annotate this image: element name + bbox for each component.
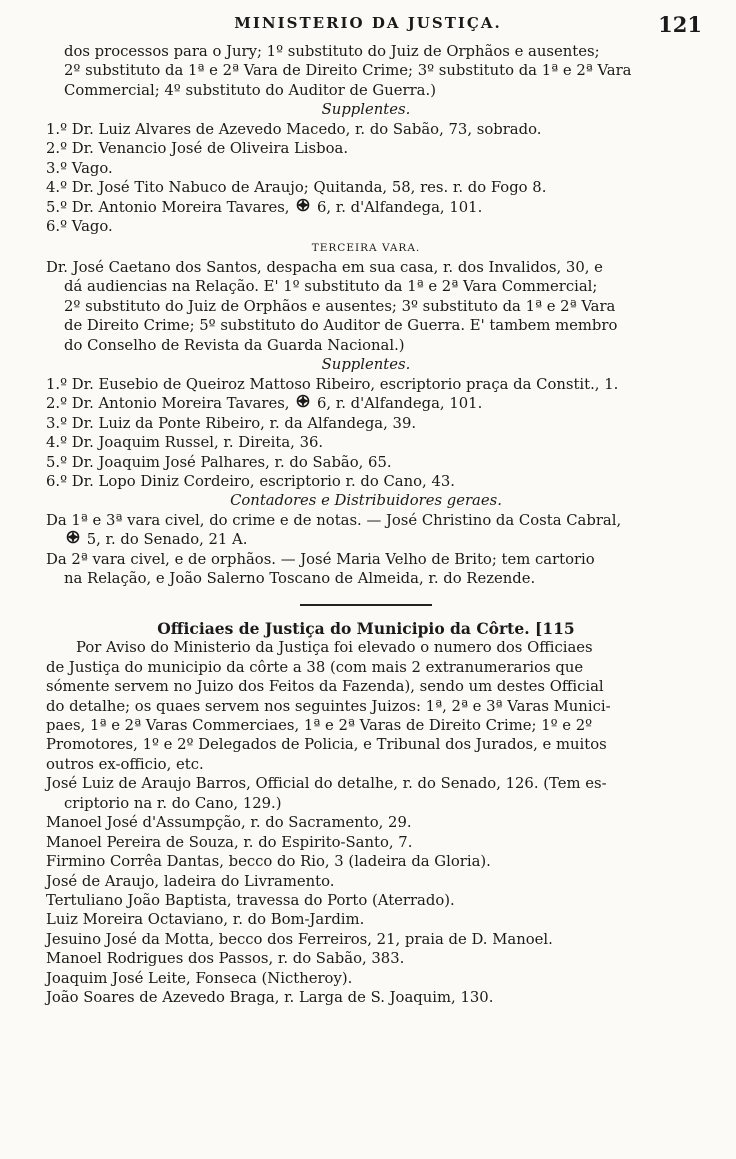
text-line: do detalhe; os quaes servem nos seguintes Juizos: 1ª, 2ª e 3ª Varas Munici-: [46, 697, 611, 715]
seal-icon: [294, 198, 312, 217]
page-body: [46, 42, 686, 1008]
text-line: na Relação, e João Salerno Toscano de Almeida, r. do Rezende.: [64, 570, 536, 588]
terceira-vara-paragraph: [46, 258, 686, 355]
text-line: de Justiça do municipio da côrte a 38 (com mais 2 extranumerarios que: [46, 658, 584, 676]
page-header: [0, 14, 736, 42]
officiaes-list: [46, 813, 686, 1008]
text-line: 2º substituto da 1ª e 2ª Vara de Direito Crime; 3º substituto da 1ª e 2ª Vara: [64, 62, 632, 80]
list-item: 6.º Vago.: [46, 218, 113, 236]
list-item: 1.º Dr. Eusebio de Queiroz Mattoso Ribeiro, escriptorio praça da Constit., 1.: [46, 375, 619, 393]
running-title: MINISTERIO DA JUSTIÇA.: [234, 14, 502, 32]
list-item: [46, 198, 686, 217]
continuation-paragraph: [46, 42, 686, 100]
supplentes-list: [46, 120, 686, 237]
text-line: Da 2ª vara civel, e de orphãos. — José Maria Velho de Brito; tem cartorio: [46, 550, 595, 568]
list-item: 5.º Dr. Joaquim José Palhares, r. do Sabão, 65.: [46, 453, 392, 471]
text-line: Da 1ª e 3ª vara civel, do crime e de notas. — José Christino da Costa Cabral,: [46, 511, 622, 529]
section-heading: TERCEIRA VARA.: [311, 241, 421, 254]
list-item: Manoel Pereira de Souza, r. do Espirito-Santo, 7.: [46, 833, 413, 851]
text-line: dá audiencias na Relação. E' 1º substituto da 1ª e 2ª Vara Commercial;: [64, 278, 598, 296]
text-line: do Conselho de Revista da Guarda Nacional.): [64, 336, 405, 354]
list-item: Jesuino José da Motta, becco dos Ferreiros, 21, praia de D. Manoel.: [46, 930, 553, 948]
text-line: paes, 1ª e 2ª Varas Commerciaes, 1ª e 2ª Varas de Direito Crime; 1º e 2º: [46, 716, 593, 734]
text-line: outros ex-officio, etc.: [46, 755, 204, 773]
supplentes-heading: Supplentes.: [321, 101, 411, 119]
list-item: João Soares de Azevedo Braga, r. Larga de S. Joaquim, 130.: [46, 989, 494, 1007]
list-item: José de Araujo, ladeira do Livramento.: [46, 872, 335, 890]
text-line: Por Aviso do Ministerio da Justiça foi elevado o numero dos Officiaes: [76, 639, 593, 657]
supplentes-list: [46, 375, 686, 492]
text-line: de Direito Crime; 5º substituto do Auditor de Guerra. E' tambem membro: [64, 317, 618, 335]
list-item: 2.º Dr. Venancio José de Oliveira Lisboa.: [46, 140, 349, 158]
officiaes-paragraph: [46, 638, 686, 774]
text-line: 2º substituto do Juiz de Orphãos e ausentes; 3º substituto da 1ª e 2ª Vara: [64, 297, 616, 315]
detalhe-entry: [46, 774, 686, 813]
list-item: 4.º Dr. Joaquim Russel, r. Direita, 36.: [46, 434, 324, 452]
text-line: Commercial; 4º substituto do Auditor de Guerra.): [64, 81, 436, 99]
list-item: 6.º Dr. Lopo Diniz Cordeiro, escriptorio r. do Cano, 43.: [46, 472, 455, 490]
text-line: dos processos para o Jury; 1º substituto do Juiz de Orphãos e ausentes;: [64, 43, 600, 60]
divider: [46, 589, 686, 619]
list-item: Luiz Moreira Octaviano, r. do Bom-Jardim.: [46, 911, 365, 929]
list-item: [46, 394, 686, 413]
line-text: 5, r. do Senado, 21 A.: [86, 531, 248, 549]
list-item-text: 5.º Dr. Antonio Moreira Tavares,: [46, 198, 290, 216]
text-line: Dr. José Caetano dos Santos, despacha em sua casa, r. dos Invalidos, 30, e: [46, 258, 603, 276]
list-item: Firmino Corrêa Dantas, becco do Rio, 3 (ladeira da Gloria).: [46, 853, 491, 871]
list-item: 3.º Vago.: [46, 159, 113, 177]
seal-icon: [64, 530, 82, 549]
list-item: Tertuliano João Baptista, travessa do Porto (Aterrado).: [46, 892, 455, 910]
list-item: 1.º Dr. Luiz Alvares de Azevedo Macedo, r. do Sabão, 73, sobrado.: [46, 120, 542, 138]
text-line: José Luiz de Araujo Barros, Official do detalhe, r. do Senado, 126. (Tem es-: [46, 775, 607, 793]
text-line: criptorio na r. do Cano, 129.): [64, 794, 282, 812]
list-item: Manoel José d'Assumpção, r. do Sacramento, 29.: [46, 814, 412, 832]
list-item: 3.º Dr. Luiz da Ponte Ribeiro, r. da Alfandega, 39.: [46, 414, 417, 432]
list-item-text: 6, r. d'Alfandega, 101.: [316, 198, 483, 216]
text-line: [46, 530, 686, 549]
list-item: Manoel Rodrigues dos Passos, r. do Sabão, 383.: [46, 950, 405, 968]
list-item: 4.º Dr. José Tito Nabuco de Araujo; Quitanda, 58, res. r. do Fogo 8.: [46, 179, 547, 197]
contadores-heading: Contadores e Distribuidores geraes.: [230, 492, 502, 510]
list-item-text: 6, r. d'Alfandega, 101.: [316, 395, 483, 413]
page-number: 121: [658, 12, 702, 37]
contadores-paragraph: [46, 511, 686, 589]
section-heading: Officiaes de Justiça do Municipio da Côrte. [115: [157, 618, 575, 638]
text-line: sómente servem no Juizo dos Feitos da Fazenda), sendo um destes Official: [46, 678, 604, 696]
list-item-text: 2.º Dr. Antonio Moreira Tavares,: [46, 395, 290, 413]
text-line: Promotores, 1º e 2º Delegados de Policia, e Tribunal dos Jurados, e muitos: [46, 736, 607, 754]
list-item: Joaquim José Leite, Fonseca (Nictheroy).: [46, 969, 353, 987]
seal-icon: [294, 394, 312, 413]
supplentes-heading: Supplentes.: [321, 356, 411, 374]
